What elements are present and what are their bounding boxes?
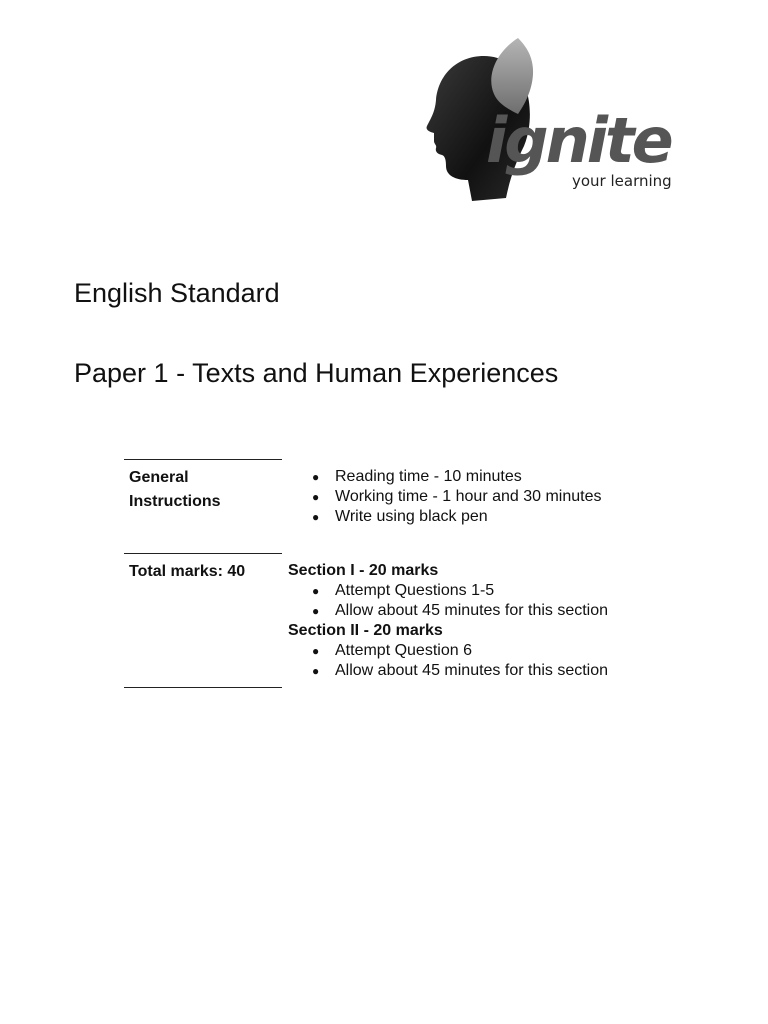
section-2-heading: Section II - 20 marks [288,622,443,639]
total-marks-row [124,553,664,688]
bullet-icon: ● [312,644,320,658]
list-item [288,581,668,601]
bullet-icon: ● [312,664,320,678]
subject-title: English Standard [74,278,280,308]
list-item [288,487,668,507]
total-marks-label: Total marks: 40 [129,563,246,580]
instruction-text: Reading time - 10 minutes [335,468,522,485]
list-item [288,601,668,621]
instruction-text: Allow about 45 minutes for this section [335,662,609,679]
general-instructions-label-cell [124,459,282,514]
instruction-text: Write using black pen [335,508,488,525]
instruction-text: Working time - 1 hour and 30 minutes [335,488,602,505]
logo-tagline: your learning [572,172,672,190]
bullet-icon: ● [312,510,320,524]
sections-list [288,561,668,681]
list-item [288,641,668,661]
list-item [288,467,668,487]
instruction-text: Attempt Questions 1-5 [335,582,495,599]
ignite-logo [424,30,684,205]
total-marks-label-cell [124,553,282,584]
general-instructions-list [288,467,668,527]
general-instructions-row [124,459,664,553]
table-bottom-rule [124,687,282,688]
instruction-text: Attempt Question 6 [335,642,472,659]
head-leaf-icon [424,30,684,205]
section-1-heading: Section I - 20 marks [288,562,439,579]
logo-wordmark: ignite [486,104,671,177]
paper-title: Paper 1 - Texts and Human Experiences [74,358,559,388]
bullet-icon: ● [312,604,320,618]
list-item [288,507,668,527]
bullet-icon: ● [312,470,320,484]
bullet-icon: ● [312,490,320,504]
instruction-text: Allow about 45 minutes for this section [335,602,609,619]
list-item [288,661,668,681]
bullet-icon: ● [312,584,320,598]
general-instructions-label: General Instructions [129,469,221,510]
